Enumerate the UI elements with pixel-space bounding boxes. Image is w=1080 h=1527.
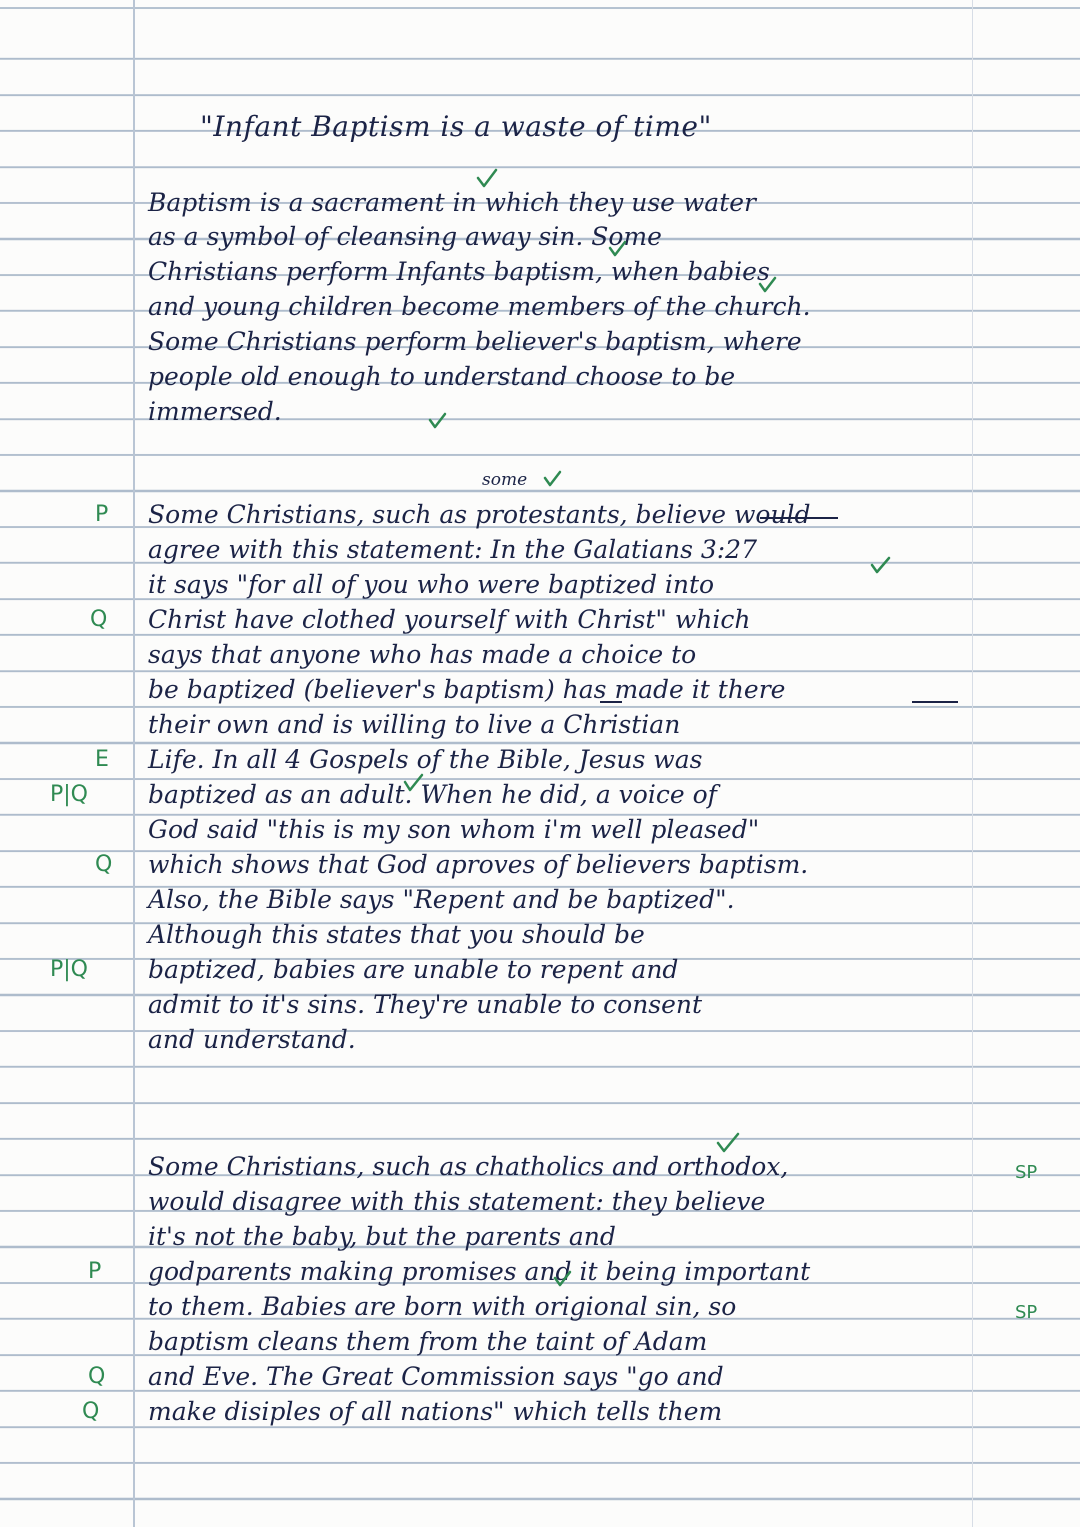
para2-line: would disagree with this statement: they believe (148, 1187, 766, 1216)
para2-line: it's not the baby, but the parents and (148, 1222, 616, 1251)
para1-line: God said "this is my son whom i'm well pleased" (148, 815, 760, 844)
para1-line: agree with this statement: In the Galatians 3:27 (148, 535, 757, 564)
margin-mark-quote: Q (88, 1364, 106, 1389)
margin-mark-quote: Q (95, 852, 113, 877)
para1-line: which shows that God aproves of believers baptism. (148, 850, 809, 879)
intro-line: as a symbol of cleansing away sin. Some (148, 222, 662, 251)
intro-line: Some Christians perform believer's baptism, where (148, 327, 802, 356)
margin-mark-sp: SP (1015, 1302, 1038, 1323)
intro-line: immersed. (148, 397, 282, 426)
para1-line: says that anyone who has made a choice to (148, 640, 697, 669)
para1-line: baptized, babies are unable to repent and (148, 955, 679, 984)
margin-mark-point: P (88, 1259, 102, 1284)
margin-mark-quote: Q (82, 1399, 100, 1424)
margin-mark-quote: Q (90, 607, 108, 632)
margin-mark-explain: E (95, 747, 109, 772)
para2-line: baptism cleans them from the taint of Adam (148, 1327, 708, 1356)
intro-line: Baptism is a sacrament in which they use water (148, 188, 756, 217)
essay-title: "Infant Baptism is a waste of time" (200, 110, 712, 143)
para1-line: it says "for all of you who were baptized into (148, 570, 715, 599)
margin-mark-plq: P|Q (50, 782, 88, 807)
intro-line: people old enough to understand choose to be (148, 362, 736, 391)
insertion-note: some (482, 470, 528, 490)
margin-line (133, 0, 135, 1527)
para1-line: Although this states that you should be (148, 920, 645, 949)
para1-line: baptized as an adult. When he did, a voice of (148, 780, 717, 809)
intro-line: and young children become members of the church. (148, 292, 811, 321)
para2-line: and Eve. The Great Commission says "go and (148, 1362, 724, 1391)
para1-line: be baptized (believer's baptism) has made it there (148, 675, 786, 704)
para1-line: their own and is willing to live a Christian (148, 710, 681, 739)
para1-line: Christ have clothed yourself with Christ" which (148, 605, 751, 634)
para1-line: Also, the Bible says "Repent and be baptized". (148, 885, 735, 914)
para2-line: make disiples of all nations" which tells them (148, 1397, 723, 1426)
margin-mark-point: P (95, 502, 109, 527)
margin-mark-sp: SP (1015, 1162, 1038, 1183)
margin-mark-plq: P|Q (50, 957, 88, 982)
para2-line: godparents making promises and it being important (148, 1257, 811, 1286)
para1-line: admit to it's sins. They're unable to consent (148, 990, 703, 1019)
para1-line: and understand. (148, 1025, 356, 1054)
para2-line: to them. Babies are born with origional sin, so (148, 1292, 737, 1321)
intro-line: Christians perform Infants baptism, when babies (148, 257, 770, 286)
right-margin-rule (972, 0, 973, 1527)
para1-line: Life. In all 4 Gospels of the Bible, Jesus was (148, 745, 703, 774)
para1-line: Some Christians, such as protestants, believe would (148, 500, 811, 529)
para2-line: Some Christians, such as chatholics and orthodox, (148, 1152, 789, 1181)
